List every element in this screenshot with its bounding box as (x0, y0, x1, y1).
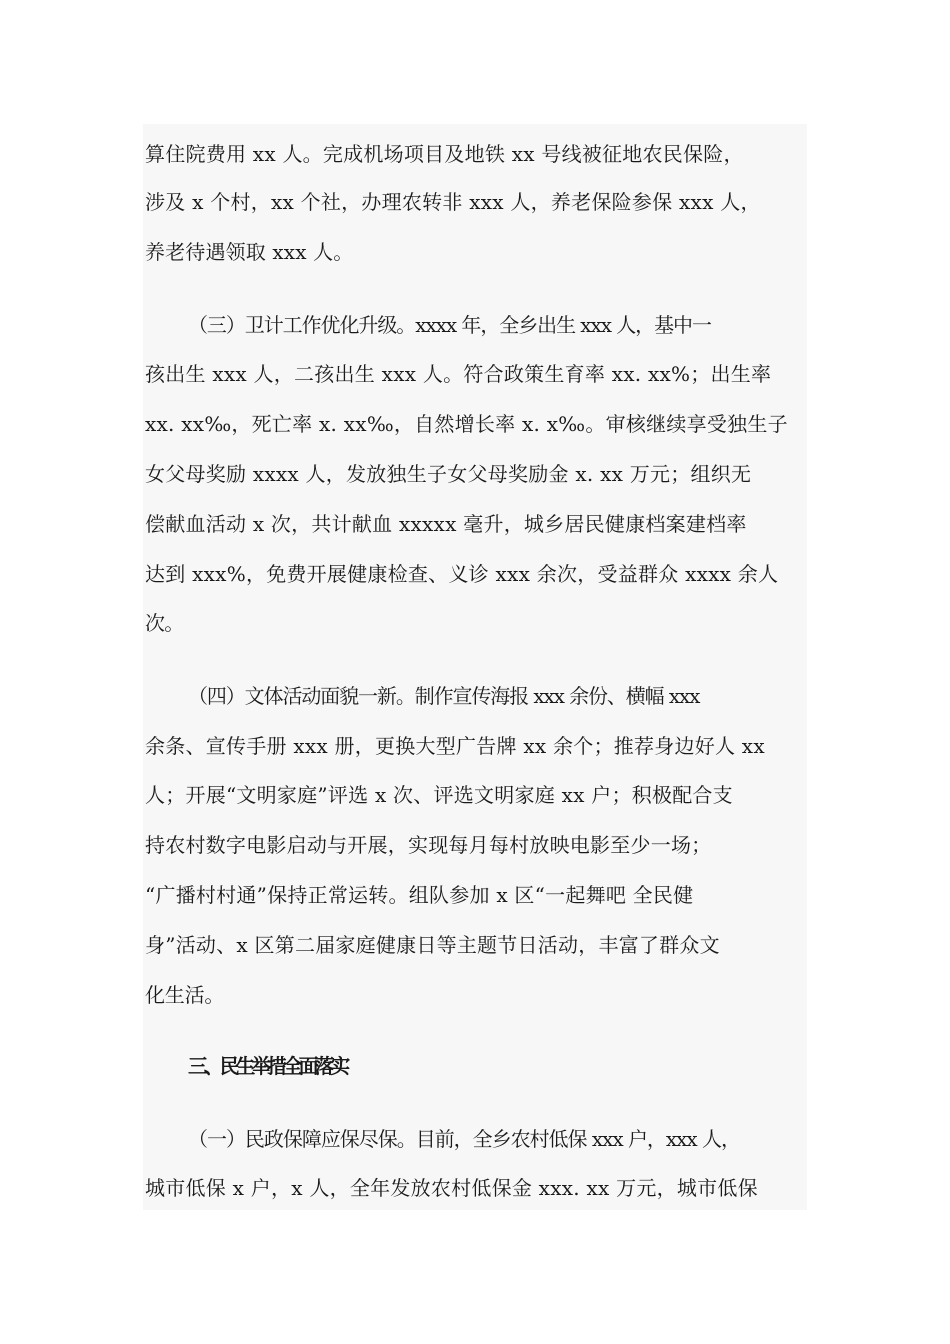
paragraph-line: 女父母奖励 xxxx 人，发放独生子女父母奖励金 x. xx 万元；组织无 (145, 462, 752, 486)
paragraph-line: （一）民政保障应保尽保。目前，全乡农村低保 xxx 户，xxx 人， (188, 1127, 740, 1151)
paragraph-line: “广播村村通”保持正常运转。组队参加 x 区“一起舞吧 全民健 (145, 883, 694, 907)
paragraph-line: xx. xx‰，死亡率 x. xx‰，自然增长率 x. x‰。审核继续享受独生子 (145, 412, 788, 436)
paragraph-line: 身”活动、x 区第二届家庭健康日等主题节日活动，丰富了群众文 (145, 933, 720, 957)
document-page (143, 124, 807, 1210)
paragraph-line: 达到 xxx%，免费开展健康检查、义诊 xxx 余次，受益群众 xxxx 余人 (145, 562, 779, 586)
paragraph-line: 余条、宣传手册 xxx 册，更换大型广告牌 xx 余个；推荐身边好人 xx (145, 734, 765, 758)
paragraph-line: 算住院费用 xx 人。完成机场项目及地铁 xx 号线被征地农民保险， (145, 142, 744, 166)
paragraph-line: 人；开展“文明家庭”评选 x 次、评选文明家庭 xx 户；积极配合支 (145, 783, 733, 807)
paragraph-line: 偿献血活动 x 次，共计献血 xxxxx 毫升，城乡居民健康档案建档率 (145, 512, 747, 536)
paragraph-line: 持农村数字电影启动与开展，实现每月每村放映电影至少一场； (145, 833, 712, 857)
paragraph-line: 次。 (145, 611, 184, 635)
paragraph-line: 城市低保 x 户，x 人，全年发放农村低保金 xxx. xx 万元，城市低保 (145, 1176, 758, 1200)
paragraph-line: 孩出生 xxx 人，二孩出生 xxx 人。符合政策生育率 xx. xx%；出生率 (145, 362, 772, 386)
paragraph-line: （四）文体活动面貌一新。制作宣传海报 xxx 余份、横幅 xxx (188, 684, 700, 708)
paragraph-line: 养老待遇领取 xxx 人。 (145, 240, 354, 264)
section-heading: 三、民生举措全面落实 (188, 1054, 346, 1078)
paragraph-line: 化生活。 (145, 983, 225, 1007)
paragraph-line: （三）卫计工作优化升级。xxxx 年，全乡出生 xxx 人，基中一 (188, 313, 711, 337)
paragraph-line: 涉及 x 个村，xx 个社，办理农转非 xxx 人，养老保险参保 xxx 人， (145, 190, 761, 214)
